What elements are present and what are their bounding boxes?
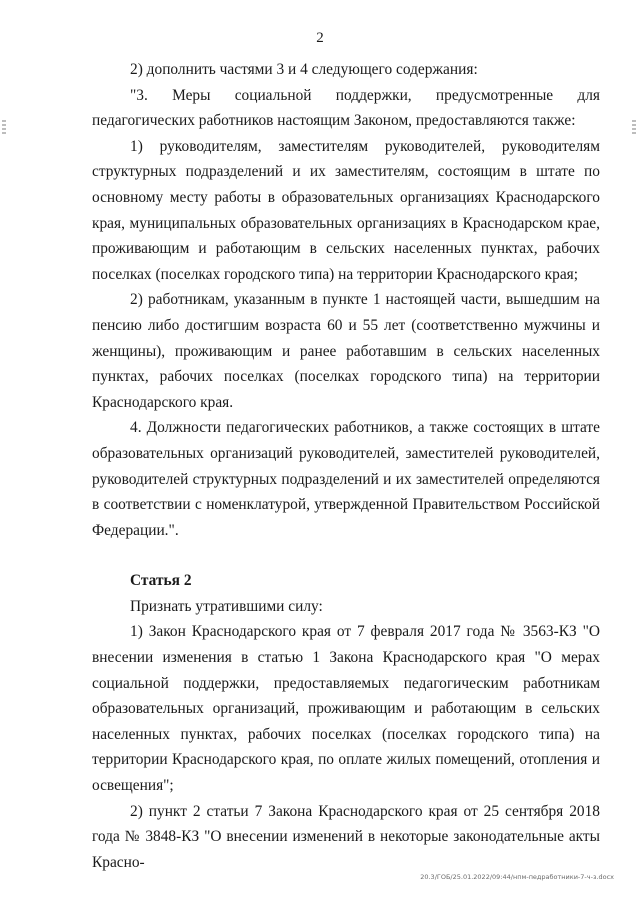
page-number: 2 <box>316 30 324 46</box>
article-2-item-2: 2) пункт 2 статьи 7 Закона Краснодарского края от 25 сентября 2018 года № 3848-КЗ "О внесении изменений в некоторые законодательные акты Красно- <box>92 802 600 871</box>
paragraph-amendment-intro: 2) дополнить частями 3 и 4 следующего содержания: <box>130 61 478 78</box>
paragraph-part-4: 4. Должности педагогических работников, а также состоящих в штате образовательных организаций руководителей, заместителей руководителей, руководителей структурных подразделений и их заместителей определяются в соответствии с номенклатурой, утвержденной Правительством Российской Федерации.". <box>92 419 600 539</box>
document-body <box>92 57 600 875</box>
article-2-item-1: 1) Закон Краснодарского края от 7 февраля 2017 года № 3563-КЗ "О внесении изменения в статью 1 Закона Краснодарского края "О мерах социальной поддержки, предоставляемых педагогическим работникам образовательных организаций, проживающим и работающим в сельских населенных пунктах, рабочих поселках (поселках городского типа) на территории Краснодарского края, по оплате жилых помещений, отопления и освещения"; <box>92 623 600 795</box>
paragraph-part-3-item-1: 1) руководителям, заместителям руководителей, руководителям структурных подразделений и их заместителям, состоящим в штате по основному месту работы в образовательных организациях Краснодарского края, муниципальных образовательных организациях в Краснодарском крае, проживающим и работающим в сельских населенных пунктах, рабочих поселках (поселках городского типа) на территории Краснодарского края; <box>92 137 600 283</box>
paragraph-part-3: "3. Меры социальной поддержки, предусмотренные для педагогических работников настоящим Законом, предоставляются также: <box>92 86 600 130</box>
scan-edge-mark-left <box>2 120 6 134</box>
document-footer-code: 20.3/ГОБ/25.01.2022/09:44/нпм-педработники-7-ч-з.docx <box>420 873 614 881</box>
paragraph-part-3-item-2: 2) работникам, указанным в пункте 1 настоящей части, вышедшим на пенсию либо достигшим возраста 60 и 55 лет (соответственно мужчины и женщины), проживающим и ранее работавшим в сельских населенных пунктах, рабочих поселках (поселках городского типа) на территории Краснодарского края. <box>92 291 600 411</box>
article-2-title: Статья 2 <box>130 572 192 590</box>
article-2-intro: Признать утратившими силу: <box>130 597 323 615</box>
scan-edge-mark-right <box>632 120 636 134</box>
